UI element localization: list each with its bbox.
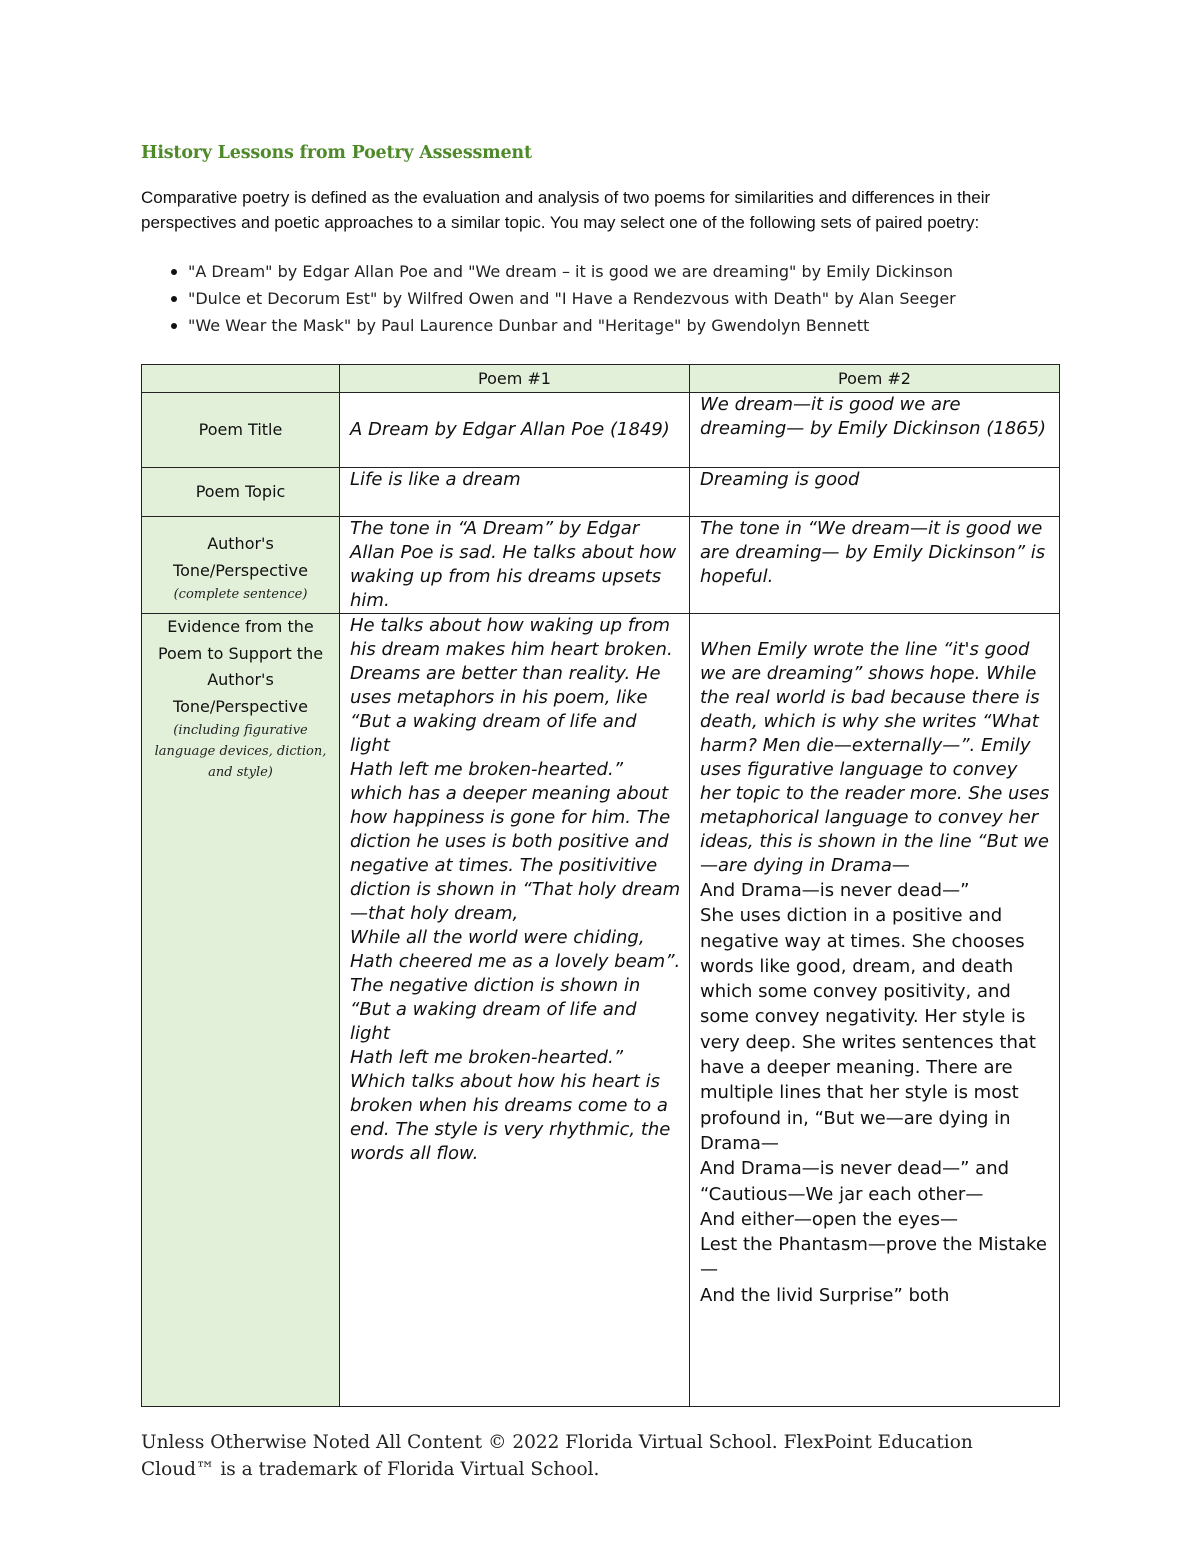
- cell-poem1-topic: Life is like a dream: [340, 468, 690, 517]
- header-corner: [142, 365, 340, 393]
- comparison-table: [141, 364, 1060, 1407]
- cell-poem2-evidence: [690, 614, 1060, 1407]
- cell-poem1-evidence: He talks about how waking up from his dream makes him heart broken. Dreams are better than reality. He uses metaphors in his poem, like “But a waking dream of life and light Hath left me broken-hearted.” which has a deeper meaning about how happiness is gone for him. The diction he uses is both positive and negative at times. The positivitive diction is shown in “That holy dream—that holy dream, While all the world were chiding, Hath cheered me as a lovely beam”. The negative diction is shown in “But a waking dream of life and light Hath left me broken-hearted.” Which talks about how his heart is broken when his dreams come to a end. The style is very rhythmic, the words all flow.: [340, 614, 690, 1407]
- table-row: [142, 468, 1060, 517]
- evidence-italic-text: When Emily wrote the line “it's good we are dreaming” shows hope. While the real world is bad because there is death, which is why she writes “What harm? Men die—externally—”. Emily uses figurative language to convey her topic to the reader more. She uses metaphorical language to convey her ideas, this is shown in the line “But we—are dying in Drama—: [700, 639, 1050, 876]
- list-item: "Dulce et Decorum Est" by Wilfred Owen and "I Have a Rendezvous with Death" by Alan Seeger: [188, 288, 956, 315]
- row-label-tone: [142, 517, 340, 614]
- row-label-evidence: [142, 614, 340, 1407]
- table-header-row: [142, 365, 1060, 393]
- list-item: "A Dream" by Edgar Allan Poe and "We dream – it is good we are dreaming" by Emily Dickinson: [188, 261, 956, 288]
- poem-pairs-list: [188, 261, 956, 342]
- row-label-text: Poem Topic: [195, 481, 286, 501]
- intro-paragraph: Comparative poetry is defined as the evaluation and analysis of two poems for similarities and differences in their perspectives and poetic approaches to a similar topic. You may select one of the following sets of paired poetry:: [141, 188, 991, 232]
- table-row: [142, 517, 1060, 614]
- cell-poem2-topic: Dreaming is good: [690, 468, 1060, 517]
- footer-copyright: Unless Otherwise Noted All Content © 2022 Florida Virtual School. FlexPoint Education Cloud™ is a trademark of Florida Virtual School.: [141, 1432, 973, 1480]
- cell-poem1-tone: The tone in “A Dream” by Edgar Allan Poe is sad. He talks about how waking up from his dreams upsets him.: [340, 517, 690, 614]
- evidence-plain-text: And Drama—is never dead—” She uses diction in a positive and negative way at times. She chooses words like good, dream, and death which some convey positivity, and some convey negativity. Her style is very deep. She writes sentences that have a deeper meaning. There are multiple lines that her style is most profound in, “But we—are dying in Drama— And Drama—is never dead—” and “Cautious—We jar each other— And either—open the eyes— Lest the Phantasm—prove the Mistake— And the livid Surprise” both: [700, 880, 1047, 1306]
- row-sublabel-text: (including figurative language devices, diction, and style): [154, 723, 327, 780]
- row-label-poem-topic: [142, 468, 340, 517]
- row-label-poem-title: [142, 393, 340, 468]
- header-poem-2: Poem #2: [690, 365, 1060, 393]
- row-label-text: Evidence from the Poem to Support the Author's Tone/Perspective: [157, 617, 324, 716]
- table-row: [142, 614, 1060, 1407]
- header-poem-1: Poem #1: [340, 365, 690, 393]
- row-label-text: Poem Title: [198, 419, 283, 439]
- document-title: History Lessons from Poetry Assessment: [141, 143, 532, 163]
- row-label-text: Author's Tone/Perspective: [173, 534, 308, 580]
- cell-poem2-title: We dream—it is good we are dreaming— by Emily Dickinson (1865): [690, 393, 1060, 468]
- table-row: [142, 393, 1060, 468]
- cell-poem1-title: A Dream by Edgar Allan Poe (1849): [340, 393, 690, 468]
- cell-poem2-tone: The tone in “We dream—it is good we are dreaming— by Emily Dickinson” is hopeful.: [690, 517, 1060, 614]
- list-item: "We Wear the Mask" by Paul Laurence Dunbar and "Heritage" by Gwendolyn Bennett: [188, 315, 956, 342]
- row-sublabel-text: (complete sentence): [173, 587, 308, 602]
